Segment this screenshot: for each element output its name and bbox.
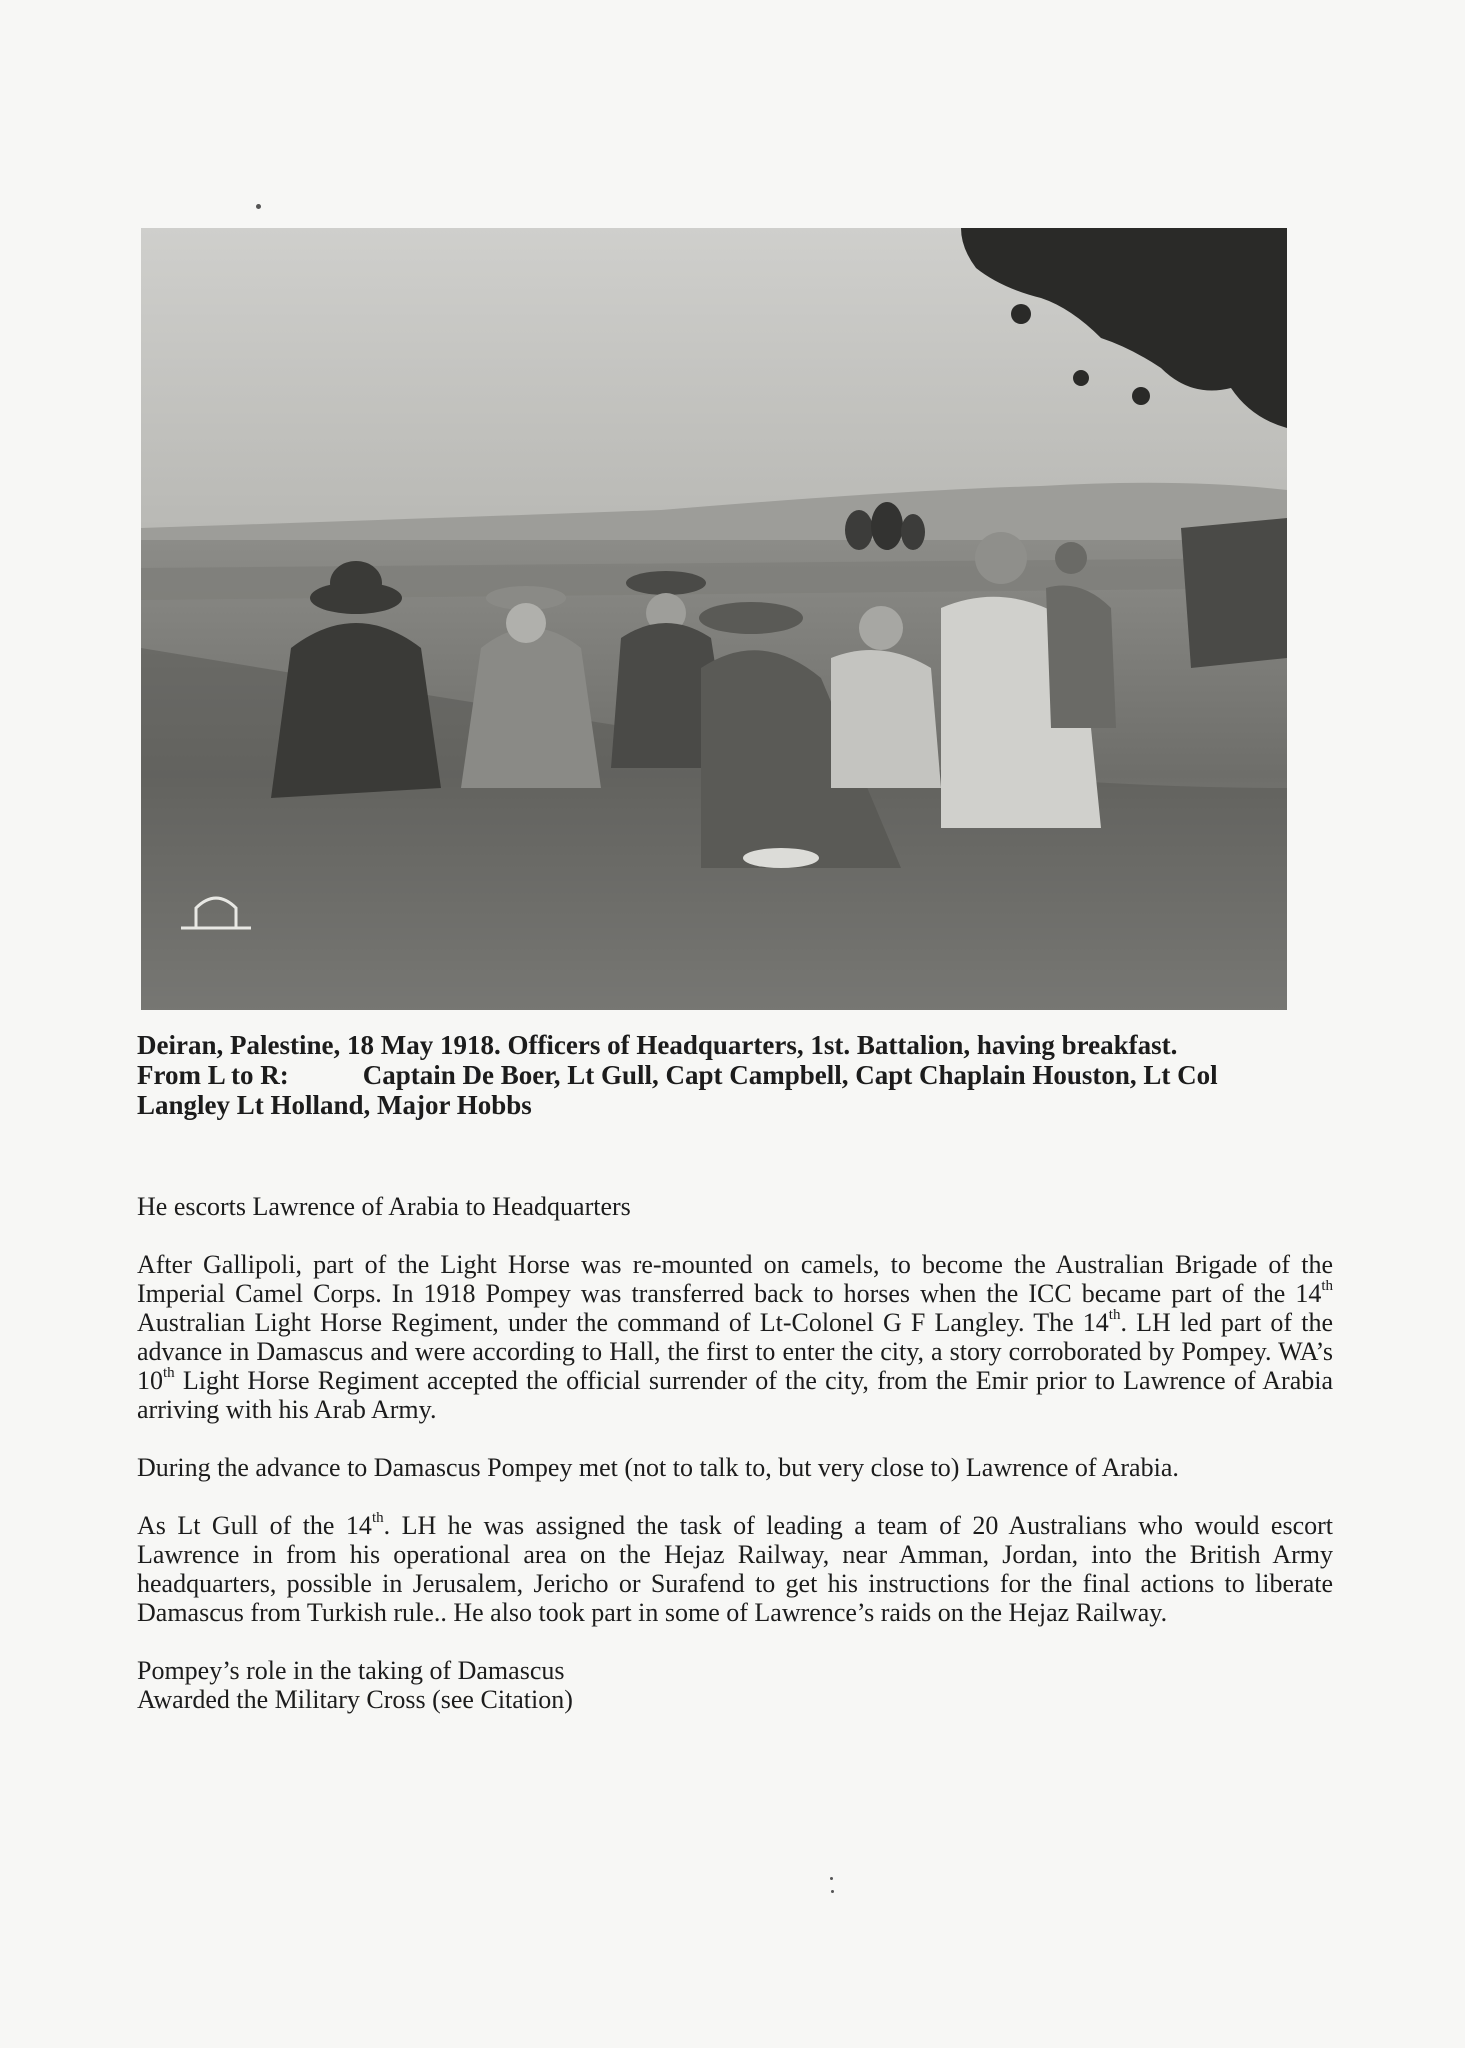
para1-part-a: After Gallipoli, part of the Light Horse was re-mounted on camels, to become the Australian Brigade of the Imperial Camel Corps. In 1918 Pompey was transferred back to horses when the ICC became part of the 14 — [137, 1250, 1333, 1308]
para1-part-c: . LH led part of the advance in Damascus and were according to Hall, the first to enter the city, a story corroborated by Pompey. WA’s 10 — [137, 1308, 1333, 1395]
para1-part-b: Australian Light Horse Regiment, under the command of Lt-Colonel G F Langley. The 14 — [137, 1308, 1109, 1337]
para1-part-d: Light Horse Regiment accepted the official surrender of the city, from the Emir prior to Lawrence of Arabia arriving with his Arab Army. — [137, 1366, 1333, 1424]
photo-caption — [137, 1030, 1327, 1120]
body-text — [137, 1192, 1333, 1714]
paragraph-camel-corps — [137, 1250, 1333, 1424]
photo-illustration — [141, 228, 1287, 1010]
scan-speck — [831, 1890, 834, 1893]
superscript-th: th — [163, 1365, 175, 1382]
footer-line-1: Pompey’s role in the taking of Damascus — [137, 1656, 565, 1685]
para3-part-a: As Lt Gull of the 14 — [137, 1511, 372, 1540]
caption-prefix: From L to R: — [137, 1060, 289, 1090]
paragraph-escort — [137, 1511, 1333, 1627]
caption-line-1: Deiran, Palestine, 18 May 1918. Officers of Headquarters, 1st. Battalion, having breakfast. — [137, 1030, 1178, 1060]
para3-part-b: . LH he was assigned the task of leading a team of 20 Australians who would escort Lawrence in from his operational area on the Hejaz Railway, near Amman, Jordan, into the British Army headquarters, possible in Jerusalem, Jericho or Surafend to get his instructions for the final actions to liberate Damascus from Turkish rule.. He also took part in some of Lawrence’s raids on the Hejaz Railway. — [137, 1511, 1333, 1627]
superscript-th: th — [1321, 1278, 1333, 1295]
paragraph-advance: During the advance to Damascus Pompey met (not to talk to, but very close to) Lawrence of Arabia. — [137, 1453, 1179, 1482]
superscript-th: th — [1108, 1307, 1121, 1324]
section-heading: He escorts Lawrence of Arabia to Headquarters — [137, 1192, 631, 1221]
scan-speck — [256, 204, 261, 209]
superscript-th: th — [371, 1510, 384, 1527]
caption-line-2 — [137, 1060, 1327, 1090]
caption-line-3: Langley Lt Holland, Major Hobbs — [137, 1090, 532, 1120]
scan-speck — [830, 1877, 833, 1880]
officers-breakfast-photo — [141, 228, 1287, 1010]
footer-line-2: Awarded the Military Cross (see Citation) — [137, 1685, 573, 1714]
caption-names: Captain De Boer, Lt Gull, Capt Campbell, Capt Chaplain Houston, Lt Col — [362, 1060, 1218, 1090]
